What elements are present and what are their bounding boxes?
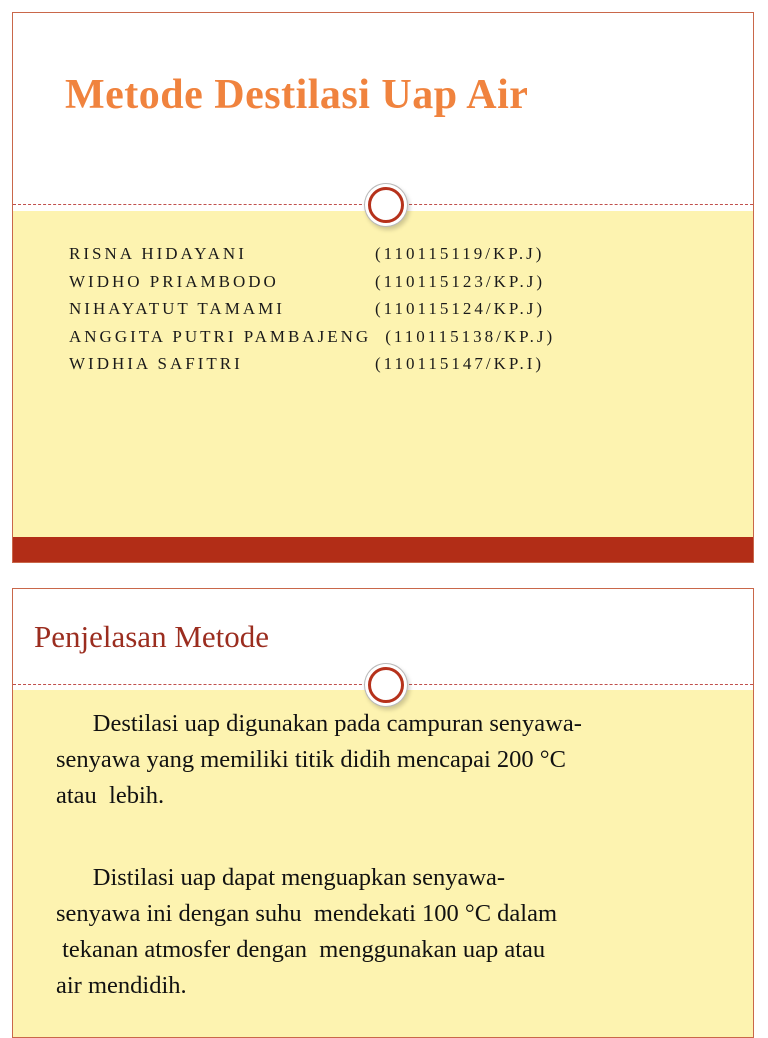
member-id: (110115124/KP.J)	[375, 299, 545, 318]
member-name: WIDHIA SAFITRI	[69, 354, 243, 373]
member-row	[69, 240, 555, 268]
slide-header	[13, 13, 753, 205]
circle-ornament-icon	[368, 667, 404, 703]
member-id: (110115138/KP.J)	[385, 326, 556, 346]
footer-band	[13, 537, 753, 563]
member-row	[69, 295, 555, 323]
member-name: WIDHO PRIAMBODO	[69, 271, 279, 291]
paragraph-1: Destilasi uap digunakan pada campuran senyawa- senyawa yang memiliki titik didih mencapai 200 °C atau lebih.	[56, 710, 582, 809]
member-name: ANGGITA PUTRI PAMBAJENG	[69, 326, 372, 346]
member-name: NIHAYATUT TAMAMI	[69, 299, 285, 318]
member-row	[69, 268, 555, 296]
member-id: (110115119/KP.J)	[375, 244, 545, 263]
member-row	[69, 323, 555, 351]
slide-title-text: Penjelasan Metode	[34, 619, 270, 654]
member-row	[69, 350, 555, 378]
paragraph-2: Distilasi uap dapat menguapkan senyawa- senyawa ini dengan suhu mendekati 100 °C dalam tekanan atmosfer dengan menggunakan uap atau air mendidih.	[56, 864, 558, 999]
circle-ornament-icon	[368, 187, 404, 223]
member-list	[69, 240, 555, 378]
slide-title	[12, 12, 754, 563]
slide-explanation	[12, 588, 754, 1038]
member-id: (110115123/KP.J)	[375, 271, 545, 291]
slide-title-text: Metode Destilasi Uap Air	[65, 72, 529, 118]
member-id: (110115147/KP.I)	[375, 354, 545, 373]
member-name: RISNA HIDAYANI	[69, 244, 247, 263]
